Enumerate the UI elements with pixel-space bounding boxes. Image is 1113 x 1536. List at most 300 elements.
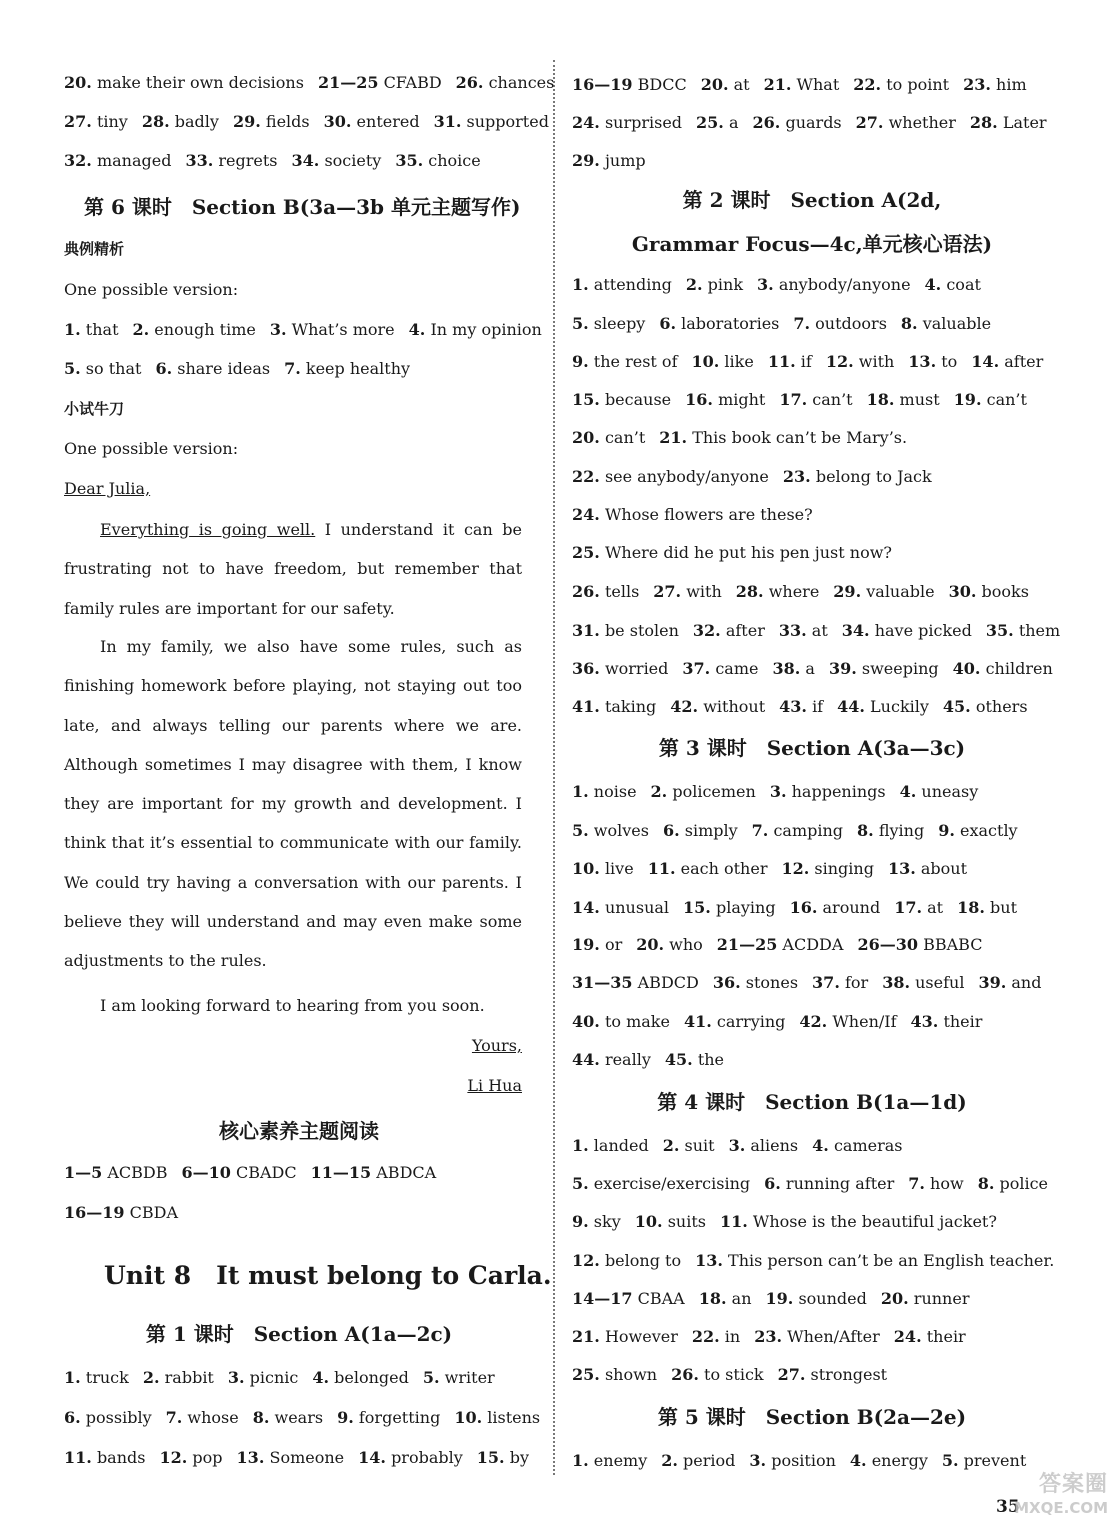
- answer-item: [572, 275, 672, 294]
- answer-item: [572, 543, 892, 562]
- page-number: 35: [996, 1497, 1020, 1517]
- answer-item: [764, 75, 840, 94]
- answer-number: 24.: [572, 113, 600, 132]
- answer-item: [857, 821, 924, 840]
- answer-number: 33.: [185, 151, 214, 170]
- answer-line: [64, 72, 568, 94]
- answer-text: stones: [745, 973, 799, 992]
- answer-text: to stick: [704, 1365, 764, 1384]
- answer-item: [456, 73, 555, 92]
- answer-item: [888, 859, 967, 878]
- answer-text: at: [927, 898, 944, 917]
- answer-text: society: [324, 151, 382, 170]
- answer-text: bands: [96, 1448, 146, 1467]
- answer-line: [572, 427, 921, 449]
- answer-number: 7.: [751, 821, 769, 840]
- watermark-text: 答案圈: [1038, 1472, 1108, 1497]
- answer-number: 16.: [685, 390, 713, 409]
- answer-text: useful: [915, 973, 965, 992]
- answer-text: strongest: [810, 1365, 888, 1384]
- answer-number: 9.: [337, 1408, 354, 1427]
- answer-item: [736, 582, 820, 601]
- answer-text: their: [943, 1012, 983, 1031]
- lesson5-heading: 第 5 课时 Section B(2a—2e): [657, 1405, 967, 1429]
- answer-line: [64, 1202, 192, 1224]
- answer-text: energy: [871, 1451, 928, 1470]
- answer-text: ABDCD: [637, 973, 699, 992]
- answer-item: [572, 898, 669, 917]
- answer-text: or: [604, 935, 623, 954]
- answer-number: 28.: [141, 112, 170, 131]
- answer-number: 4.: [408, 320, 426, 339]
- answer-item: [882, 973, 964, 992]
- answer-item: [572, 697, 656, 716]
- answer-text: books: [981, 582, 1029, 601]
- answer-item: [572, 1251, 681, 1270]
- answer-number: 41.: [572, 697, 600, 716]
- answer-number: 3.: [227, 1368, 245, 1387]
- answer-text: fields: [265, 112, 310, 131]
- answer-text: share ideas: [177, 359, 271, 378]
- answer-number: 36.: [572, 659, 600, 678]
- answer-item: [659, 314, 779, 333]
- answer-item: [757, 275, 911, 294]
- answer-text: coat: [946, 275, 981, 294]
- answer-item: [753, 113, 842, 132]
- answer-number: 1.: [572, 275, 589, 294]
- answer-text: to point: [886, 75, 950, 94]
- answer-number: 4.: [899, 782, 917, 801]
- answer-number: 39.: [828, 659, 857, 678]
- answer-text: their: [926, 1327, 966, 1346]
- answer-text: cameras: [833, 1136, 903, 1155]
- answer-number: 8.: [900, 314, 918, 333]
- letter-opening-sentence: Everything is going well.: [100, 520, 316, 539]
- answer-text: happenings: [791, 782, 886, 801]
- answer-text: guards: [785, 113, 842, 132]
- answer-number: 30.: [948, 582, 977, 601]
- answer-text: keep healthy: [305, 359, 411, 378]
- answer-text: make their own decisions: [96, 73, 304, 92]
- answer-item: [648, 859, 768, 878]
- answer-item: [395, 151, 480, 170]
- answer-item: [572, 151, 646, 170]
- answer-text: regrets: [218, 151, 278, 170]
- answer-number: 1.: [64, 1368, 81, 1387]
- answer-text: like: [724, 352, 754, 371]
- answer-number: 13.: [236, 1448, 265, 1467]
- answer-item: [911, 1012, 983, 1031]
- answer-text: uneasy: [921, 782, 979, 801]
- answer-item: [311, 1163, 437, 1182]
- answer-item: [925, 275, 981, 294]
- answer-line: [572, 620, 1074, 642]
- answer-number: 4.: [924, 275, 942, 294]
- answer-text: at: [733, 75, 750, 94]
- answer-text: landed: [593, 1136, 649, 1155]
- answer-number: 6—10: [181, 1163, 231, 1182]
- answer-line: [572, 74, 1041, 96]
- answer-number: 15.: [476, 1448, 505, 1467]
- answer-item: [64, 1203, 178, 1222]
- answer-line: [572, 820, 1032, 842]
- answer-item: [572, 314, 645, 333]
- answer-item: [978, 973, 1041, 992]
- answer-text: truck: [85, 1368, 129, 1387]
- example-label: 典例精析: [64, 240, 125, 258]
- answer-text: possibly: [85, 1408, 152, 1427]
- lesson2-heading-line2: Grammar Focus—4c,单元核心语法): [631, 232, 993, 256]
- answer-text: a: [805, 659, 815, 678]
- answer-number: 31.: [572, 621, 600, 640]
- answer-number: 2.: [650, 782, 668, 801]
- answer-number: 12.: [825, 352, 854, 371]
- answer-line: [572, 1326, 980, 1348]
- answer-item: [572, 352, 677, 371]
- answer-item: [292, 151, 382, 170]
- answer-number: 41.: [683, 1012, 712, 1031]
- answer-text: ABDCA: [376, 1163, 437, 1182]
- answer-text: pink: [707, 275, 744, 294]
- answer-text: suits: [667, 1212, 706, 1231]
- answer-number: 12.: [781, 859, 810, 878]
- answer-text: CBDA: [129, 1203, 179, 1222]
- answer-line: [64, 358, 424, 380]
- answer-item: [284, 359, 410, 378]
- answer-text: writer: [444, 1368, 495, 1387]
- answer-item: [686, 275, 743, 294]
- answer-number: 14.: [572, 898, 600, 917]
- reading-heading: 核心素养主题阅读: [219, 1119, 379, 1143]
- answer-item: [358, 1448, 463, 1467]
- answer-text: for: [844, 973, 869, 992]
- answer-number: 13.: [695, 1251, 723, 1270]
- answer-number: 26.: [671, 1365, 699, 1384]
- lesson3-heading: 第 3 课时 Section A(3a—3c): [658, 736, 966, 760]
- answer-text: but: [990, 898, 1018, 917]
- answer-number: 29.: [833, 582, 862, 601]
- answer-text: chances: [488, 73, 555, 92]
- answer-number: 27.: [64, 112, 92, 131]
- answer-item: [661, 1451, 735, 1470]
- answer-text: because: [604, 390, 672, 409]
- answer-number: 4.: [312, 1368, 330, 1387]
- answer-item: [143, 1368, 214, 1387]
- answer-text: with: [686, 582, 722, 601]
- answer-line: [572, 1011, 996, 1033]
- answer-line: [572, 1364, 901, 1386]
- answer-item: [64, 359, 141, 378]
- answer-number: 35.: [395, 151, 424, 170]
- answer-number: 5.: [572, 1174, 589, 1193]
- answer-item: [949, 582, 1029, 601]
- answer-number: 38.: [882, 973, 911, 992]
- answer-item: [324, 112, 420, 131]
- answer-text: Where did he put his pen just now?: [604, 543, 892, 562]
- answer-text: sweeping: [861, 659, 939, 678]
- answer-item: [894, 898, 943, 917]
- answer-item: [790, 898, 881, 917]
- answer-text: whose: [187, 1408, 239, 1427]
- answer-item: [572, 1289, 685, 1308]
- answer-text: wears: [274, 1408, 324, 1427]
- answer-item: [764, 1174, 894, 1193]
- answer-text: a: [728, 113, 739, 132]
- answer-line: [64, 111, 563, 133]
- answer-item: [237, 1448, 345, 1467]
- answer-number: 3.: [269, 320, 287, 339]
- answer-text: entered: [356, 112, 420, 131]
- answer-text: police: [999, 1174, 1049, 1193]
- answer-line: [572, 542, 906, 564]
- answer-item: [572, 621, 679, 640]
- answer-text: suit: [684, 1136, 715, 1155]
- answer-item: [857, 935, 982, 954]
- answer-number: 34.: [841, 621, 870, 640]
- answer-number: 20.: [700, 75, 729, 94]
- answer-item: [572, 782, 637, 801]
- answer-text: tiny: [96, 112, 128, 131]
- answer-number: 21.: [572, 1327, 600, 1346]
- answer-text: exactly: [960, 821, 1018, 840]
- answer-number: 35.: [985, 621, 1014, 640]
- answer-line: [572, 658, 1067, 680]
- answer-line: [572, 972, 1055, 994]
- answer-text: enemy: [593, 1451, 648, 1470]
- answer-text: them: [1018, 621, 1061, 640]
- answer-number: 5.: [572, 314, 589, 333]
- answer-line: [572, 351, 1057, 373]
- answer-item: [142, 112, 219, 131]
- letter-closing: Yours,: [471, 1036, 522, 1055]
- answer-number: 2.: [142, 1368, 160, 1387]
- answer-text: might: [718, 390, 766, 409]
- answer-line: [572, 466, 946, 488]
- answer-text: This person can’t be an English teacher.: [728, 1251, 1055, 1270]
- answer-number: 29.: [232, 112, 261, 131]
- answer-text: tells: [604, 582, 640, 601]
- answer-number: 36.: [712, 973, 741, 992]
- answer-text: runner: [913, 1289, 970, 1308]
- answer-number: 2.: [132, 320, 150, 339]
- answer-text: who: [669, 935, 703, 954]
- answer-number: 30.: [323, 112, 352, 131]
- answer-item: [963, 75, 1027, 94]
- answer-item: [837, 697, 929, 716]
- answer-text: position: [771, 1451, 836, 1470]
- answer-number: 29.: [572, 151, 600, 170]
- answer-text: that: [85, 320, 119, 339]
- answer-line: [572, 274, 995, 296]
- answer-item: [454, 1408, 540, 1427]
- answer-number: 1—5: [64, 1163, 103, 1182]
- answer-item: [64, 112, 128, 131]
- answer-number: 13.: [908, 352, 937, 371]
- example-version: One possible version:: [64, 280, 239, 299]
- answer-text: probably: [391, 1448, 463, 1467]
- answer-line: [572, 581, 1043, 603]
- answer-item: [717, 935, 844, 954]
- answer-item: [64, 320, 119, 339]
- answer-number: 7.: [793, 314, 811, 333]
- answer-text: whether: [888, 113, 956, 132]
- answer-item: [683, 898, 776, 917]
- answer-text: unusual: [604, 898, 670, 917]
- answer-number: 11.: [767, 352, 796, 371]
- answer-text: simply: [684, 821, 738, 840]
- answer-item: [754, 1327, 880, 1346]
- answer-text: to: [941, 352, 958, 371]
- answer-item: [778, 1365, 888, 1384]
- answer-number: 17.: [779, 390, 808, 409]
- answer-text: and: [1011, 973, 1042, 992]
- answer-line: [572, 112, 1061, 134]
- answer-number: 27.: [653, 582, 682, 601]
- answer-item: [64, 73, 304, 92]
- answer-number: 14.: [358, 1448, 386, 1467]
- answer-text: policemen: [672, 782, 756, 801]
- answer-item: [970, 113, 1047, 132]
- answer-line: [572, 781, 992, 803]
- answer-number: 45.: [664, 1050, 693, 1069]
- letter-paragraph-1-text: I understand it can be frustrating not to have freedom, but remember that family rules are important for our safety.: [64, 520, 522, 618]
- answer-text: shown: [604, 1365, 658, 1384]
- answer-number: 16—19: [572, 75, 633, 94]
- answer-item: [867, 390, 940, 409]
- answer-text: others: [975, 697, 1028, 716]
- answer-line: [572, 1250, 1068, 1272]
- lesson6-heading: 第 6 课时 Section B(3a—3b 单元主题写作): [84, 195, 521, 219]
- answer-number: 10.: [691, 352, 720, 371]
- answer-number: 34.: [291, 151, 320, 170]
- answer-number: 10.: [634, 1212, 663, 1231]
- watermark-url: MXQE.COM: [1014, 1499, 1108, 1517]
- answer-item: [572, 1451, 647, 1470]
- answer-number: 1.: [572, 1451, 589, 1470]
- answer-item: [572, 505, 813, 524]
- answer-text: ACDDA: [782, 935, 844, 954]
- answer-number: 1.: [64, 320, 81, 339]
- answer-number: 5.: [572, 821, 589, 840]
- answer-text: In my opinion: [430, 320, 542, 339]
- answer-item: [228, 1368, 299, 1387]
- answer-number: 10.: [454, 1408, 483, 1427]
- answer-item: [682, 659, 758, 678]
- answer-item: [635, 1212, 706, 1231]
- answer-line: [572, 858, 981, 880]
- answer-number: 8.: [977, 1174, 995, 1193]
- answer-text: managed: [96, 151, 172, 170]
- answer-item: [337, 1408, 440, 1427]
- answer-text: how: [930, 1174, 964, 1193]
- answer-item: [684, 1012, 785, 1031]
- answer-number: 6.: [764, 1174, 781, 1193]
- answer-text: picnic: [249, 1368, 299, 1387]
- column-divider: [553, 60, 555, 1475]
- answer-number: 45.: [942, 697, 971, 716]
- answer-line: [572, 897, 1031, 919]
- lesson4-heading: 第 4 课时 Section B(1a—1d): [657, 1090, 967, 1114]
- answer-text: really: [604, 1050, 651, 1069]
- answer-item: [663, 1136, 715, 1155]
- answer-text: live: [604, 859, 634, 878]
- answer-text: listens: [487, 1408, 541, 1427]
- answer-number: 24.: [893, 1327, 922, 1346]
- answer-item: [572, 1212, 621, 1231]
- answer-line: [572, 1135, 916, 1157]
- answer-text: by: [509, 1448, 529, 1467]
- practice-version: One possible version:: [64, 439, 239, 458]
- answer-item: [978, 1174, 1048, 1193]
- answer-number: 15.: [683, 898, 711, 917]
- answer-item: [663, 821, 738, 840]
- answer-text: belonged: [334, 1368, 409, 1387]
- answer-item: [155, 359, 270, 378]
- answer-item: [752, 821, 843, 840]
- answer-text: children: [985, 659, 1053, 678]
- answer-item: [572, 390, 671, 409]
- answer-item: [670, 697, 765, 716]
- answer-text: be stolen: [604, 621, 679, 640]
- answer-number: 26.: [455, 73, 484, 92]
- answer-item: [695, 1251, 1054, 1270]
- answer-number: 9.: [572, 1212, 589, 1231]
- answer-number: 39.: [978, 973, 1007, 992]
- answer-number: 19.: [953, 390, 982, 409]
- answer-line: [572, 389, 1041, 411]
- answer-number: 32.: [64, 151, 92, 170]
- answer-item: [671, 1365, 764, 1384]
- answer-item: [766, 1289, 867, 1308]
- answer-number: 18.: [698, 1289, 727, 1308]
- answer-item: [233, 112, 310, 131]
- answer-item: [986, 621, 1060, 640]
- answer-number: 20.: [880, 1289, 909, 1308]
- answer-text: playing: [715, 898, 776, 917]
- answer-number: 19.: [765, 1289, 794, 1308]
- answer-text: choice: [428, 151, 481, 170]
- answer-number: 11.: [64, 1448, 92, 1467]
- answer-text: However: [604, 1327, 678, 1346]
- answer-text: enough time: [154, 320, 256, 339]
- answer-text: CBADC: [236, 1163, 297, 1182]
- answer-text: When/If: [832, 1012, 897, 1031]
- answer-line: [64, 1407, 554, 1429]
- answer-text: if: [812, 697, 824, 716]
- answer-text: so that: [85, 359, 142, 378]
- answer-item: [572, 1136, 649, 1155]
- answer-item: [185, 151, 277, 170]
- answer-text: with: [858, 352, 895, 371]
- answer-item: [749, 1451, 835, 1470]
- answer-line: [572, 1173, 1062, 1195]
- answer-text: can’t: [986, 390, 1027, 409]
- answer-number: 27.: [777, 1365, 806, 1384]
- letter-greeting: Dear Julia,: [64, 479, 151, 498]
- answer-item: [770, 782, 886, 801]
- answer-text: camping: [773, 821, 844, 840]
- answer-text: about: [920, 859, 968, 878]
- answer-item: [64, 1163, 168, 1182]
- answer-item: [318, 73, 442, 92]
- answer-text: When/After: [787, 1327, 880, 1346]
- answer-number: 20.: [572, 428, 600, 447]
- answer-text: taking: [604, 697, 657, 716]
- answer-item: [713, 973, 798, 992]
- answer-text: badly: [174, 112, 219, 131]
- answer-line: [572, 696, 1042, 718]
- answer-text: Someone: [269, 1448, 345, 1467]
